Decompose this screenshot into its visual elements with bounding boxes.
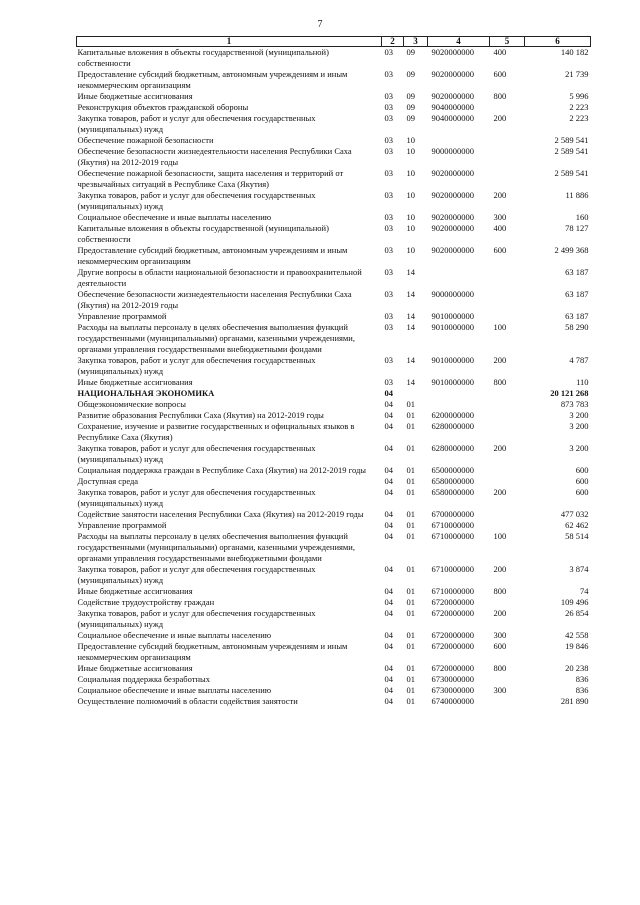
row-name: Капитальные вложения в объекты государственной (муниципальной) собственности — [77, 223, 329, 244]
row-expense-type — [490, 311, 525, 322]
row-expense-type: 800 — [493, 377, 507, 387]
page-number: 7 — [317, 19, 323, 30]
row-name: Обеспечение пожарной безопасности, защита населения и территорий от чрезвычайных ситуаций в Республике Саха (Якутия) — [77, 168, 344, 189]
table-row — [77, 212, 591, 223]
row-amount: 3 200 — [569, 443, 589, 453]
row-expense-type: 200 — [493, 487, 507, 497]
row-name: Закупка товаров, работ и услуг для обеспечения государственных (муниципальных) нужд — [77, 564, 316, 585]
row-expense-type — [490, 410, 525, 421]
row-name: Социальное обеспечение и иные выплаты населению — [77, 630, 272, 640]
table-row — [77, 465, 591, 476]
table-row — [77, 597, 591, 608]
row-target-article: 6280000000 — [431, 443, 474, 453]
row-target-article: 9020000000 — [431, 91, 474, 101]
row-subsection: 14 — [406, 355, 415, 365]
row-subsection: 14 — [406, 289, 415, 299]
row-subsection: 01 — [406, 564, 415, 574]
row-target-article: 6730000000 — [431, 674, 474, 684]
row-amount: 2 223 — [569, 113, 589, 123]
row-expense-type: 100 — [493, 531, 507, 541]
row-name: Общеэкономические вопросы — [77, 399, 186, 409]
row-section: 03 — [384, 311, 393, 321]
row-amount: 600 — [575, 465, 589, 475]
row-expense-type — [490, 388, 525, 399]
row-target-article: 9040000000 — [431, 113, 474, 123]
row-amount: 2 589 541 — [554, 146, 589, 156]
table-row — [77, 289, 591, 311]
table-row — [77, 564, 591, 586]
row-subsection: 10 — [406, 146, 415, 156]
row-amount: 281 890 — [560, 696, 589, 706]
row-expense-type: 300 — [493, 212, 507, 222]
row-amount: 160 — [575, 212, 589, 222]
row-target-article: 6710000000 — [431, 586, 474, 596]
row-subsection: 01 — [406, 421, 415, 431]
row-amount: 140 182 — [560, 47, 589, 57]
row-target-article: 6720000000 — [431, 641, 474, 651]
row-section: 04 — [384, 465, 393, 475]
row-section: 04 — [384, 674, 393, 684]
row-section: 04 — [384, 608, 393, 618]
row-amount: 477 032 — [560, 509, 589, 519]
row-name: Содействие занятости населения Республики Саха (Якутия) на 2012-2019 годы — [77, 509, 364, 519]
row-amount: 3 200 — [569, 410, 589, 420]
row-section: 04 — [384, 388, 393, 398]
row-amount: 3 874 — [569, 564, 589, 574]
row-expense-type — [490, 102, 525, 113]
table-row — [77, 69, 591, 91]
header-col-6: 6 — [525, 37, 591, 47]
row-target-article: 9010000000 — [431, 377, 474, 387]
row-subsection: 01 — [406, 663, 415, 673]
row-target-article: 6720000000 — [431, 608, 474, 618]
row-subsection: 01 — [406, 597, 415, 607]
row-subsection: 14 — [406, 377, 415, 387]
row-name: Закупка товаров, работ и услуг для обеспечения государственных (муниципальных) нужд — [77, 355, 316, 376]
table-row — [77, 663, 591, 674]
row-expense-type: 400 — [493, 47, 507, 57]
row-name: Сохранение, изучение и развитие государственных и официальных языков в Республике Саха (Якутия) — [77, 421, 355, 442]
row-amount: 42 558 — [565, 630, 589, 640]
row-name: Закупка товаров, работ и услуг для обеспечения государственных (муниципальных) нужд — [77, 487, 316, 508]
row-target-article: 9020000000 — [431, 223, 474, 233]
budget-table — [76, 36, 591, 707]
row-expense-type: 600 — [493, 641, 507, 651]
row-subsection: 10 — [406, 168, 415, 178]
row-name: Иные бюджетные ассигнования — [77, 586, 193, 596]
row-section: 04 — [384, 630, 393, 640]
row-name: Расходы на выплаты персоналу в целях обеспечения выполнения функций государственными (муниципальными) органами, казенными учреждениями, органами управления государственными внебюджетными фондами — [77, 322, 355, 354]
row-name: Управление программой — [77, 311, 167, 321]
row-section: 03 — [384, 135, 393, 145]
row-expense-type — [490, 465, 525, 476]
table-row — [77, 696, 591, 707]
row-section: 03 — [384, 47, 393, 57]
row-name: Обеспечение безопасности жизнедеятельности населения Республики Саха (Якутия) на 2012-2019 годы — [77, 146, 352, 167]
row-name: Другие вопросы в области национальной безопасности и правоохранительной деятельности — [77, 267, 362, 288]
row-target-article: 6720000000 — [431, 630, 474, 640]
row-subsection: 10 — [406, 212, 415, 222]
table-row — [77, 641, 591, 663]
row-name: Закупка товаров, работ и услуг для обеспечения государственных (муниципальных) нужд — [77, 190, 316, 211]
row-target-article: 6710000000 — [431, 564, 474, 574]
row-target-article — [428, 135, 490, 146]
row-subsection: 09 — [406, 69, 415, 79]
row-section: 03 — [384, 245, 393, 255]
row-subsection: 01 — [406, 696, 415, 706]
row-expense-type: 600 — [493, 69, 507, 79]
row-target-article: 6720000000 — [431, 597, 474, 607]
row-amount: 26 854 — [565, 608, 589, 618]
row-amount: 3 200 — [569, 421, 589, 431]
row-section: 04 — [384, 641, 393, 651]
row-expense-type: 800 — [493, 586, 507, 596]
row-section: 03 — [384, 113, 393, 123]
row-expense-type — [490, 674, 525, 685]
row-target-article: 6730000000 — [431, 685, 474, 695]
row-expense-type: 400 — [493, 223, 507, 233]
row-section: 03 — [384, 289, 393, 299]
row-target-article: 6720000000 — [431, 663, 474, 673]
row-amount: 11 886 — [565, 190, 589, 200]
row-target-article — [428, 388, 490, 399]
row-section: 04 — [384, 564, 393, 574]
table-row — [77, 421, 591, 443]
table-row — [77, 245, 591, 267]
row-name: Предоставление субсидий бюджетным, автономным учреждениям и иным некоммерческим организациям — [77, 641, 348, 662]
table-row — [77, 311, 591, 322]
row-target-article: 6740000000 — [431, 696, 474, 706]
table-row — [77, 377, 591, 388]
row-target-article: 9020000000 — [431, 69, 474, 79]
row-name: Содействие трудоустройству граждан — [77, 597, 215, 607]
row-section: 03 — [384, 91, 393, 101]
row-expense-type: 100 — [493, 322, 507, 332]
row-section: 04 — [384, 597, 393, 607]
row-subsection: 10 — [406, 190, 415, 200]
row-expense-type: 300 — [493, 685, 507, 695]
table-row — [77, 135, 591, 146]
row-expense-type — [490, 520, 525, 531]
table-row — [77, 168, 591, 190]
row-section: 03 — [384, 355, 393, 365]
row-subsection: 01 — [406, 399, 415, 409]
table-row — [77, 520, 591, 531]
row-subsection: 09 — [406, 113, 415, 123]
table-row — [77, 608, 591, 630]
row-target-article: 9020000000 — [431, 245, 474, 255]
row-expense-type: 300 — [493, 630, 507, 640]
row-amount: 5 996 — [569, 91, 589, 101]
row-subsection: 09 — [406, 102, 415, 112]
row-subsection: 10 — [406, 135, 415, 145]
row-expense-type: 200 — [493, 608, 507, 618]
row-section: 04 — [384, 520, 393, 530]
row-amount: 62 462 — [565, 520, 589, 530]
row-amount: 2 499 368 — [554, 245, 589, 255]
table-row — [77, 476, 591, 487]
row-section: 04 — [384, 586, 393, 596]
row-subsection: 01 — [406, 608, 415, 618]
row-name: Социальная поддержка безработных — [77, 674, 210, 684]
table-row — [77, 509, 591, 520]
row-section: 03 — [384, 322, 393, 332]
row-name: Социальное обеспечение и иные выплаты населению — [77, 212, 272, 222]
row-amount: 63 187 — [565, 311, 589, 321]
row-amount: 600 — [575, 487, 589, 497]
row-name: Расходы на выплаты персоналу в целях обеспечения выполнения функций государственными (муниципальными) органами, казенными учреждениями, органами управления государственными внебюджетными фондами — [77, 531, 355, 563]
table-row — [77, 91, 591, 102]
row-target-article: 9000000000 — [431, 146, 474, 156]
row-target-article: 6710000000 — [431, 520, 474, 530]
row-name: Иные бюджетные ассигнования — [77, 377, 193, 387]
table-row — [77, 113, 591, 135]
row-name: НАЦИОНАЛЬНАЯ ЭКОНОМИКА — [77, 388, 215, 398]
table-row — [77, 399, 591, 410]
table-body — [77, 47, 591, 708]
row-section: 03 — [384, 69, 393, 79]
row-amount: 836 — [575, 685, 589, 695]
table-row — [77, 443, 591, 465]
row-section: 04 — [384, 410, 393, 420]
row-target-article: 9020000000 — [431, 47, 474, 57]
table-row — [77, 190, 591, 212]
table-row — [77, 487, 591, 509]
row-target-article — [428, 267, 490, 289]
row-subsection: 01 — [406, 410, 415, 420]
row-target-article: 6200000000 — [431, 410, 474, 420]
row-target-article: 9020000000 — [431, 168, 474, 178]
row-name: Капитальные вложения в объекты государственной (муниципальной) собственности — [77, 47, 329, 68]
row-target-article: 9010000000 — [431, 311, 474, 321]
row-expense-type — [490, 696, 525, 707]
row-section: 04 — [384, 531, 393, 541]
header-col-4: 4 — [428, 37, 490, 47]
table-row — [77, 355, 591, 377]
table-row — [77, 674, 591, 685]
row-section: 04 — [384, 685, 393, 695]
row-subsection: 14 — [406, 322, 415, 332]
row-amount: 63 187 — [565, 289, 589, 299]
row-subsection: 10 — [406, 223, 415, 233]
row-expense-type: 200 — [493, 355, 507, 365]
row-section: 04 — [384, 696, 393, 706]
row-target-article: 6500000000 — [431, 465, 474, 475]
row-section: 04 — [384, 421, 393, 431]
header-col-1: 1 — [77, 37, 382, 47]
row-expense-type — [490, 267, 525, 289]
row-section: 03 — [384, 267, 393, 277]
header-row — [77, 37, 591, 47]
row-expense-type — [490, 135, 525, 146]
row-subsection: 01 — [406, 487, 415, 497]
table-row — [77, 223, 591, 245]
row-subsection: 10 — [406, 245, 415, 255]
table-row — [77, 47, 591, 70]
row-section: 03 — [384, 146, 393, 156]
row-expense-type: 600 — [493, 245, 507, 255]
row-expense-type — [490, 168, 525, 190]
row-target-article — [428, 399, 490, 410]
row-target-article: 9010000000 — [431, 322, 474, 332]
row-amount: 600 — [575, 476, 589, 486]
table-row — [77, 267, 591, 289]
row-name: Доступная среда — [77, 476, 139, 486]
row-section: 04 — [384, 663, 393, 673]
row-name: Предоставление субсидий бюджетным, автономным учреждениям и иным некоммерческим организациям — [77, 69, 348, 90]
row-target-article: 9020000000 — [431, 190, 474, 200]
row-subsection: 01 — [406, 443, 415, 453]
row-expense-type — [490, 399, 525, 410]
table-row — [77, 685, 591, 696]
row-amount: 78 127 — [565, 223, 589, 233]
row-section: 04 — [384, 487, 393, 497]
row-amount: 74 — [580, 586, 589, 596]
row-subsection: 01 — [406, 641, 415, 651]
row-target-article: 9000000000 — [431, 289, 474, 299]
table-row — [77, 146, 591, 168]
row-expense-type: 200 — [493, 443, 507, 453]
row-section: 03 — [384, 223, 393, 233]
row-expense-type — [490, 509, 525, 520]
header-col-5: 5 — [490, 37, 525, 47]
row-name: Закупка товаров, работ и услуг для обеспечения государственных (муниципальных) нужд — [77, 443, 316, 464]
row-amount: 873 783 — [560, 399, 589, 409]
row-amount: 2 589 541 — [554, 135, 589, 145]
row-amount: 63 187 — [565, 267, 589, 277]
row-target-article: 6580000000 — [431, 487, 474, 497]
row-expense-type: 200 — [493, 564, 507, 574]
row-name: Иные бюджетные ассигнования — [77, 91, 193, 101]
row-expense-type — [490, 476, 525, 487]
row-amount: 109 496 — [560, 597, 589, 607]
row-target-article: 9020000000 — [431, 212, 474, 222]
row-section: 04 — [384, 509, 393, 519]
row-amount: 19 846 — [565, 641, 589, 651]
table-row — [77, 531, 591, 564]
row-expense-type: 200 — [493, 113, 507, 123]
row-name: Осуществление полномочий в области содействия занятости — [77, 696, 298, 706]
row-target-article: 9010000000 — [431, 355, 474, 365]
row-subsection: 14 — [406, 311, 415, 321]
row-subsection — [404, 388, 428, 399]
row-expense-type: 800 — [493, 91, 507, 101]
table-row — [77, 410, 591, 421]
row-name: Управление программой — [77, 520, 167, 530]
row-amount: 4 787 — [569, 355, 589, 365]
row-subsection: 01 — [406, 531, 415, 541]
row-name: Социальное обеспечение и иные выплаты населению — [77, 685, 272, 695]
row-amount: 58 514 — [565, 531, 589, 541]
row-name: Закупка товаров, работ и услуг для обеспечения государственных (муниципальных) нужд — [77, 608, 316, 629]
row-section: 03 — [384, 190, 393, 200]
row-amount: 110 — [576, 377, 589, 387]
row-name: Иные бюджетные ассигнования — [77, 663, 193, 673]
row-amount: 2 223 — [569, 102, 589, 112]
row-expense-type — [490, 421, 525, 443]
row-target-article: 6280000000 — [431, 421, 474, 431]
row-amount: 20 238 — [565, 663, 589, 673]
row-subsection: 01 — [406, 630, 415, 640]
row-subsection: 01 — [406, 509, 415, 519]
row-subsection: 01 — [406, 465, 415, 475]
row-name: Социальная поддержка граждан в Республике Саха (Якутия) на 2012-2019 годы — [77, 465, 366, 475]
row-section: 04 — [384, 476, 393, 486]
row-subsection: 09 — [406, 47, 415, 57]
row-name: Реконструкция объектов гражданской обороны — [77, 102, 249, 112]
row-name: Закупка товаров, работ и услуг для обеспечения государственных (муниципальных) нужд — [77, 113, 316, 134]
row-target-article: 6700000000 — [431, 509, 474, 519]
row-subsection: 01 — [406, 674, 415, 684]
table-row — [77, 322, 591, 355]
row-name: Обеспечение пожарной безопасности — [77, 135, 214, 145]
header-col-3: 3 — [404, 37, 428, 47]
row-section: 03 — [384, 212, 393, 222]
row-expense-type — [490, 597, 525, 608]
table-row — [77, 630, 591, 641]
table-row — [77, 388, 591, 399]
row-amount: 20 121 268 — [550, 388, 589, 398]
row-subsection: 01 — [406, 520, 415, 530]
row-amount: 2 589 541 — [554, 168, 589, 178]
table-row — [77, 102, 591, 113]
row-expense-type: 800 — [493, 663, 507, 673]
row-name: Предоставление субсидий бюджетным, автономным учреждениям и иным некоммерческим организациям — [77, 245, 348, 266]
row-section: 03 — [384, 102, 393, 112]
row-subsection: 14 — [406, 267, 415, 277]
row-target-article: 6710000000 — [431, 531, 474, 541]
row-amount: 58 290 — [565, 322, 589, 332]
row-section: 03 — [384, 377, 393, 387]
row-section: 04 — [384, 399, 393, 409]
row-subsection: 09 — [406, 91, 415, 101]
row-section: 03 — [384, 168, 393, 178]
header-col-2: 2 — [382, 37, 404, 47]
row-expense-type — [490, 289, 525, 311]
row-target-article: 9040000000 — [431, 102, 474, 112]
row-subsection: 01 — [406, 476, 415, 486]
row-amount: 21 739 — [565, 69, 589, 79]
row-expense-type — [490, 146, 525, 168]
row-target-article: 6580000000 — [431, 476, 474, 486]
row-subsection: 01 — [406, 685, 415, 695]
table-row — [77, 586, 591, 597]
row-expense-type: 200 — [493, 190, 507, 200]
row-amount: 836 — [575, 674, 589, 684]
row-subsection: 01 — [406, 586, 415, 596]
row-name: Развитие образования Республики Саха (Якутия) на 2012-2019 годы — [77, 410, 324, 420]
row-name: Обеспечение безопасности жизнедеятельности населения Республики Саха (Якутия) на 2012-2019 годы — [77, 289, 352, 310]
row-section: 04 — [384, 443, 393, 453]
